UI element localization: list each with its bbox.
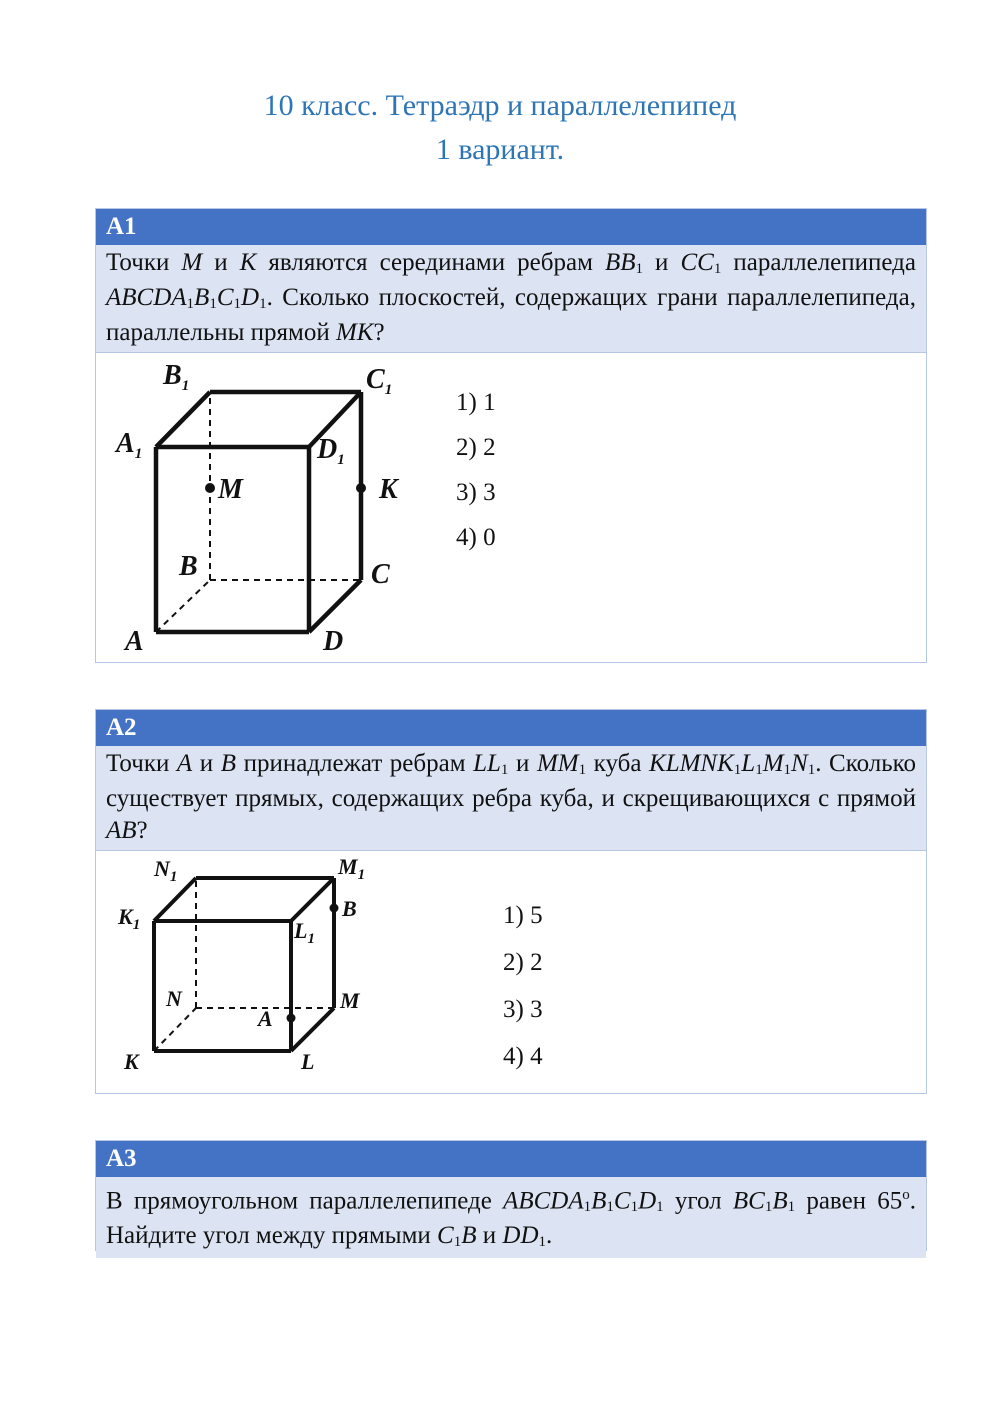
edge-A1B1: [156, 392, 210, 447]
title-line-1: 10 класс. Тетраэдр и параллелепипед: [263, 89, 737, 122]
task-a1: [95, 208, 927, 663]
answer-option[interactable]: 2) 2: [503, 949, 543, 976]
edge-L1M1: [291, 878, 334, 921]
label-C: C: [371, 559, 390, 590]
label-D: D: [323, 626, 344, 657]
label-N1: $N_1$: [154, 856, 178, 885]
answer-option[interactable]: 4) 4: [503, 1043, 543, 1070]
answer-option[interactable]: 3) 3: [503, 996, 543, 1023]
task-a2-header: A2: [96, 710, 926, 746]
label-A: A: [125, 626, 144, 657]
label-M: M: [218, 474, 243, 505]
task-a2: [95, 709, 927, 1094]
label-L: L: [301, 1049, 315, 1074]
label-K: K: [124, 1049, 139, 1074]
edge-LM: [291, 1008, 334, 1051]
label-L1: $L_1$: [294, 918, 315, 947]
label-M: M: [340, 988, 360, 1013]
point-M: [205, 483, 215, 493]
task-a1-body: [96, 352, 926, 670]
answer-option[interactable]: 3) 3: [456, 479, 496, 506]
label-A: A: [258, 1006, 273, 1031]
page-title: [0, 84, 1000, 172]
parallelepiped-figure: [111, 358, 441, 668]
task-a1-header: A1: [96, 209, 926, 245]
label-B1: $B_1$: [163, 360, 190, 394]
label-K: K: [379, 474, 398, 505]
label-C1: $C_1$: [366, 364, 393, 398]
task-a1-question: Точки M и K являются серединами ребрам $BB_1$ и $CC_1$ параллелепипеда $ABCDA_1B_1C_1D_1$. Сколько плоскостей, содержащих грани параллелепипеда, параллельны прямой MK?: [96, 245, 926, 352]
task-a2-question: Точки A и B принадлежат ребрам $LL_1$ и $MM_1$ куба $KLMNK_1L_1M_1N_1$. Сколько существует прямых, содержащих ребра куба, и скрещивающихся с прямой AB?: [96, 746, 926, 850]
edge-AB: [156, 580, 210, 632]
label-K1: $K_1$: [118, 904, 141, 933]
label-B: B: [179, 551, 198, 582]
label-A1: $A_1$: [116, 428, 143, 462]
answer-option[interactable]: 2) 2: [456, 434, 496, 461]
task-a3-header: A3: [96, 1141, 926, 1177]
answer-option[interactable]: 4) 0: [456, 524, 496, 551]
label-D1: $D_1$: [317, 434, 345, 468]
task-a3: [95, 1140, 927, 1251]
cube-figure: [116, 856, 406, 1091]
task-a3-question: В прямоугольном параллелепипеде $ABCDA_1B_1C_1D_1$ угол $BC_1B_1$ равен 65$^o$. Найдите угол между прямыми $C_1B$ и $DD_1$.: [96, 1177, 926, 1258]
edge-DC: [309, 580, 361, 632]
label-M1: $M_1$: [338, 856, 366, 883]
point-K: [356, 483, 366, 493]
task-a2-body: [96, 850, 926, 1089]
point-B: [330, 904, 339, 913]
edge-KN: [154, 1008, 196, 1051]
label-B: B: [342, 896, 357, 921]
label-N: N: [166, 986, 182, 1011]
answer-option[interactable]: 1) 1: [456, 389, 496, 416]
point-A: [287, 1014, 296, 1023]
title-line-2: 1 вариант.: [435, 133, 565, 166]
answer-option[interactable]: 1) 5: [503, 902, 543, 929]
